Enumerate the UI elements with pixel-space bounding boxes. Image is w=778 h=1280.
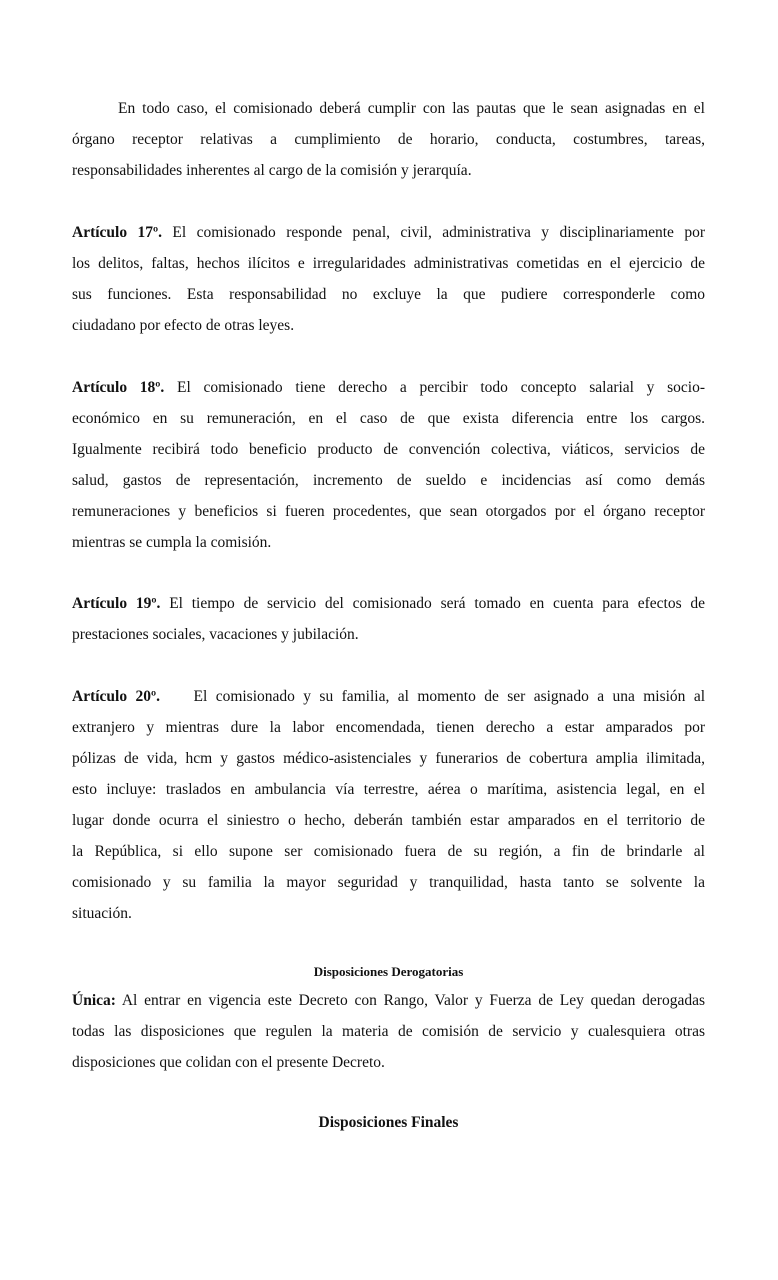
text-line — [72, 836, 705, 867]
paragraph-articulo-17 — [72, 217, 705, 341]
text-line — [72, 712, 705, 743]
text-line — [72, 279, 705, 310]
line-text: responsabilidades inherentes al cargo de la comisión y jerarquía. — [72, 162, 472, 179]
text-line — [72, 985, 705, 1016]
text-line — [72, 898, 705, 929]
text-line — [72, 155, 705, 186]
line-text: prestaciones sociales, vacaciones y jubilación. — [72, 626, 359, 643]
line-text: económico en su remuneración, en el caso de que exista diferencia entre los cargos. — [72, 410, 705, 427]
article-label: Artículo 20º. — [72, 688, 160, 705]
paragraph-articulo-19 — [72, 588, 705, 650]
line-text: extranjero y mientras dure la labor encomendada, tienen derecho a estar amparados por — [72, 719, 705, 736]
line-text: esto incluye: traslados en ambulancia vía terrestre, aérea o marítima, asistencia legal, en el — [72, 781, 705, 798]
line-text: Igualmente recibirá todo beneficio producto de convención colectiva, viáticos, servicios de — [72, 441, 705, 458]
line-text: situación. — [72, 905, 132, 922]
article-label: Artículo 19º. — [72, 595, 161, 612]
line-text: mientras se cumpla la comisión. — [72, 534, 272, 551]
line-text: los delitos, faltas, hechos ilícitos e irregularidades administrativas cometidas en el ejercicio de — [72, 255, 705, 272]
text-line — [72, 248, 705, 279]
text-line — [72, 681, 705, 712]
line-text: disposiciones que colidan con el presente Decreto. — [72, 1054, 385, 1071]
text-line — [72, 805, 705, 836]
line-text: remuneraciones y beneficios si fueren procedentes, que sean otorgados por el órgano receptor — [72, 503, 705, 520]
paragraph-articulo-20 — [72, 681, 705, 929]
text-line — [72, 619, 705, 650]
heading-disposiciones-finales: Disposiciones Finales — [318, 1114, 459, 1131]
text-line — [72, 774, 705, 805]
article-label: Artículo 17º. — [72, 224, 162, 241]
text-line — [72, 372, 705, 403]
text-line — [72, 588, 705, 619]
line-text: lugar donde ocurra el siniestro o hecho, deberán también estar amparados en el territorio de — [72, 812, 705, 829]
article-label: Artículo 18º. — [72, 379, 165, 396]
paragraph-articulo-18 — [72, 372, 705, 558]
text-line — [72, 1016, 705, 1047]
line-text: El comisionado tiene derecho a percibir todo concepto salarial y socio- — [176, 379, 706, 396]
text-line — [72, 403, 705, 434]
text-line — [72, 527, 705, 558]
line-text: salud, gastos de representación, incremento de sueldo e incidencias así como demás — [72, 472, 705, 489]
text-line — [72, 310, 705, 341]
line-text: pólizas de vida, hcm y gastos médico-asistenciales y funerarios de cobertura amplia ilimitada, — [72, 750, 705, 767]
line-text: ciudadano por efecto de otras leyes. — [72, 317, 295, 334]
heading-disposiciones-derogatorias: Disposiciones Derogatorias — [313, 964, 464, 979]
line-text: El comisionado responde penal, civil, administrativa y disciplinariamente por — [172, 224, 706, 241]
paragraph-unica — [72, 985, 705, 1078]
line-text: El comisionado y su familia, al momento de ser asignado a una misión al — [193, 688, 706, 705]
line-text: órgano receptor relativas a cumplimiento de horario, conducta, costumbres, tareas, — [72, 131, 705, 148]
line-text: sus funciones. Esta responsabilidad no excluye la que pudiere corresponderle como — [72, 286, 705, 303]
line-text: comisionado y su familia la mayor seguridad y tranquilidad, hasta tanto se solvente la — [72, 874, 705, 891]
text-line — [72, 1047, 705, 1078]
text-line — [72, 93, 705, 124]
text-line — [72, 496, 705, 527]
article-label: Única: — [72, 992, 116, 1009]
line-text: El tiempo de servicio del comisionado será tomado en cuenta para efectos de — [169, 595, 706, 612]
text-line — [72, 465, 705, 496]
line-text: todas las disposiciones que regulen la materia de comisión de servicio y cualesquiera otras — [72, 1023, 705, 1040]
text-line — [72, 743, 705, 774]
paragraph-intro — [72, 93, 705, 186]
text-line — [72, 124, 705, 155]
text-line — [72, 434, 705, 465]
text-line — [72, 217, 705, 248]
line-text: Al entrar en vigencia este Decreto con Rango, Valor y Fuerza de Ley quedan derogadas — [121, 992, 705, 1009]
text-line — [72, 867, 705, 898]
line-text: la República, si ello supone ser comisionado fuera de su región, a fin de brindarle al — [72, 843, 705, 860]
line-text: En todo caso, el comisionado deberá cumplir con las pautas que le sean asignadas en el — [118, 100, 705, 117]
